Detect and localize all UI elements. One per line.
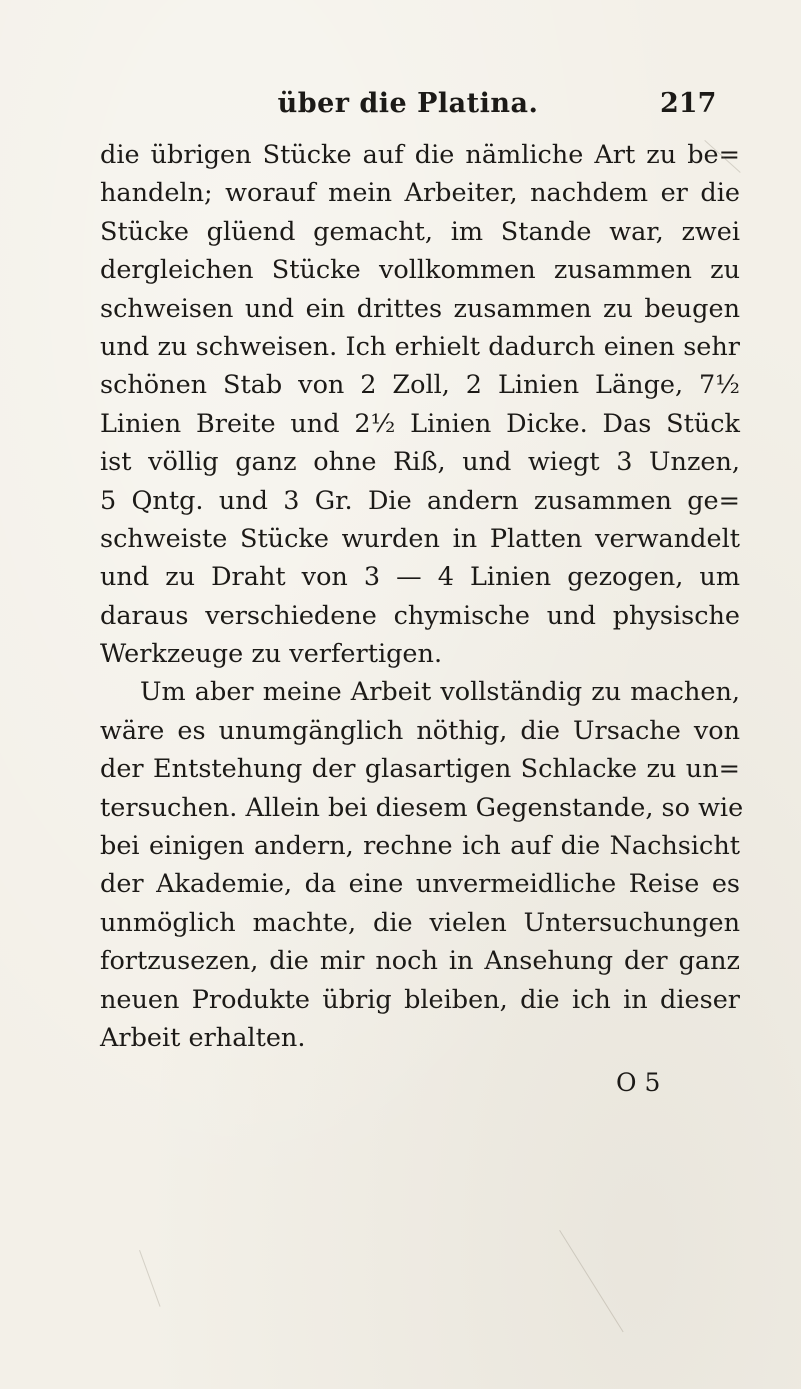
text-line: und zu Draht von 3 — 4 Linien gezogen, um [100, 562, 740, 593]
text-line: Stücke glüend gemacht, im Stande war, zwei [100, 216, 740, 247]
text-line: und zu schweisen. Ich erhielt dadurch einen sehr [100, 331, 740, 362]
text-line: ist völlig ganz ohne Riß, und wiegt 3 Unzen, [100, 447, 740, 478]
text-line: daraus verschiedene chymische und physische [100, 600, 740, 631]
text-line: Um aber meine Arbeit vollständig zu machen, [140, 677, 740, 708]
text-line: fortzusezen, die mir noch in Ansehung der ganz [100, 946, 740, 977]
text-line: handeln; worauf mein Arbeiter, nachdem er die [100, 178, 740, 209]
text-line: der Akademie, da eine unvermeidliche Reise es [100, 869, 740, 900]
text-line: bei einigen andern, rechne ich auf die Nachsicht [100, 831, 740, 862]
body-text [100, 136, 744, 1057]
text-line: die übrigen Stücke auf die nämliche Art zu be= [100, 140, 740, 170]
text-line: neuen Produkte übrig bleiben, die ich in dieser [100, 984, 740, 1015]
text-line: schönen Stab von 2 Zoll, 2 Linien Länge, 7½ [100, 370, 740, 401]
text-line: schweisen und ein drittes zusammen zu beugen [100, 293, 740, 324]
paper-scratch [559, 1230, 623, 1332]
signature-mark: O 5 [616, 1068, 661, 1097]
text-line: Arbeit erhalten. [100, 1022, 306, 1053]
text-line: schweiste Stücke wurden in Platten verwandelt [100, 523, 740, 554]
text-line: Werkzeuge zu verfertigen. [100, 639, 443, 670]
running-title: über die Platina. [277, 88, 539, 119]
text-line: tersuchen. Allein bei diesem Gegenstande, so wie [100, 792, 744, 823]
page-number: 217 [660, 88, 717, 119]
paper-scratch [139, 1250, 160, 1307]
text-line: unmöglich machte, die vielen Untersuchungen [100, 907, 740, 938]
text-line: wäre es unumgänglich nöthig, die Ursache von [100, 715, 740, 746]
text-line: dergleichen Stücke vollkommen zusammen zu [100, 255, 740, 286]
page-header [0, 88, 801, 128]
text-line: Linien Breite und 2½ Linien Dicke. Das Stück [100, 408, 740, 439]
text-line: der Entstehung der glasartigen Schlacke zu un= [100, 754, 740, 785]
text-line: 5 Qntg. und 3 Gr. Die andern zusammen ge= [100, 485, 740, 516]
